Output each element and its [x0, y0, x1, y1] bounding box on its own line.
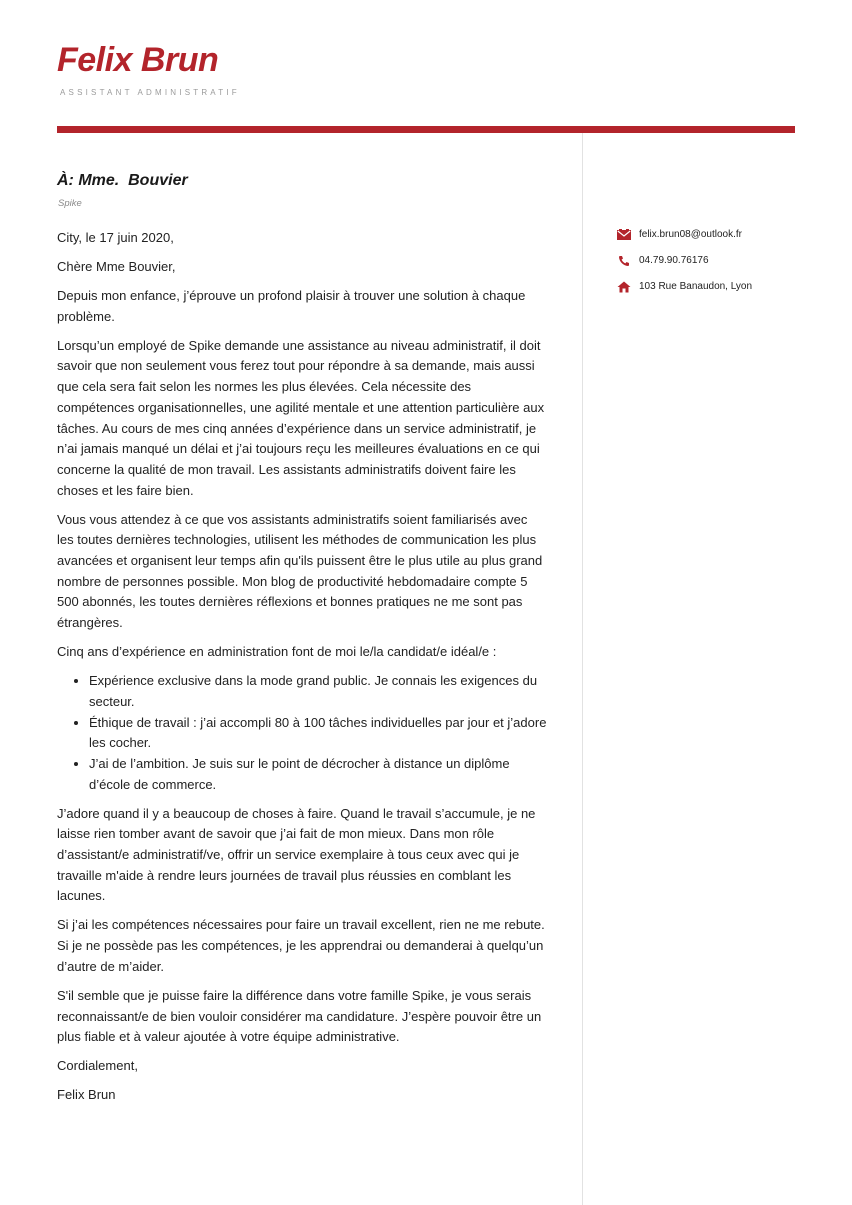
- contact-address: 103 Rue Banaudon, Lyon: [639, 281, 753, 292]
- signature: Felix Brun: [57, 1087, 116, 1103]
- list-item: • Expérience exclusive dans la mode grand public. Je connais les exigences du secteur.: [89, 671, 547, 712]
- recipient-line: À: Mme. Bouvier: [57, 172, 188, 189]
- applicant-name: Felix Brun: [57, 41, 219, 79]
- paragraph-6: Si j’ai les compétences nécessaires pour faire un travail excellent, rien ne me rebute. Si je ne possède pas les compétences, je les apprendrai ou demanderai à quelqu’un d’autre de m’aider.: [57, 917, 545, 974]
- phone-icon: [617, 255, 631, 267]
- date-line: City, le 17 juin 2020,: [57, 230, 174, 245]
- contact-email-row: [617, 228, 817, 242]
- contact-phone-row: [617, 254, 817, 268]
- paragraph-4: Cinq ans d’expérience en administration font de moi le/la candidat/e idéal/e :: [57, 644, 497, 660]
- list-item: • Éthique de travail : j’ai accompli 80 à 100 tâches individuelles par jour et j’adore les cocher.: [89, 713, 547, 754]
- contact-info: [617, 228, 817, 306]
- paragraph-3: Vous vous attendez à ce que vos assistants administratifs soient familiarisés avec les toutes dernières technologies, utilisent les méthodes de communication les plus avancées et organisent leur temps afin qu'ils puissent être le plus utile au plus grand nombre de personnes possible. Mon blog de productivité hebdomadaire compte 5 500 abonnés, les toutes dernières réflexions et bonnes pratiques ne me sont pas étrangères.: [57, 511, 543, 631]
- contact-address-row: [617, 280, 817, 294]
- list-item: • J’ai de l’ambition. Je suis sur le point de décrocher à distance un diplôme d’école de commerce.: [89, 754, 547, 795]
- letter-body: [57, 228, 547, 1114]
- skills-list: [57, 671, 547, 795]
- recipient-company: Spike: [58, 198, 82, 209]
- header-accent-bar: [57, 126, 795, 133]
- job-title: ASSISTANT ADMINISTRATIF: [60, 88, 240, 97]
- column-divider: [582, 133, 583, 1205]
- contact-email[interactable]: felix.brun08@outlook.fr: [639, 229, 742, 240]
- paragraph-5: J’adore quand il y a beaucoup de choses à faire. Quand le travail s’accumule, je ne laisse rien tomber avant de savoir que j’ai fait de mon mieux. Dans mon rôle d’assistant/e administratif/ve, offrir un service exemplaire à tous ceux avec qui je travaille m'aide à rendre leurs journées de travail plus réussies en comblant les lacunes.: [57, 805, 536, 904]
- closing: Cordialement,: [57, 1058, 138, 1074]
- house-icon: [617, 281, 631, 293]
- envelope-icon: [617, 229, 631, 241]
- paragraph-1: Depuis mon enfance, j’éprouve un profond plaisir à trouver une solution à chaque problème.: [57, 288, 526, 324]
- salutation: Chère Mme Bouvier,: [57, 259, 176, 274]
- contact-phone: 04.79.90.76176: [639, 255, 709, 266]
- paragraph-2: Lorsqu’un employé de Spike demande une assistance au niveau administratif, il doit savoir que non seulement vous ferez tout pour répondre à sa demande, mais aussi que cela sera fait selon les normes les plus élevées. Cela nécessite des compétences organisationnelles, une agilité mentale et une attention particulière aux tâches. Au cours de mes cinq années d’expérience dans un service administratif, je n’ai jamais manqué un délai et j’ai toujours reçu les meilleures évaluations en ce qui concerne la qualité de mon travail. Les assistants administratifs doivent faire les choses et les faire bien.: [57, 337, 545, 498]
- paragraph-7: S'il semble que je puisse faire la différence dans votre famille Spike, je vous serais reconnaissant/e de bien vouloir considérer ma candidature. J’espère pouvoir être un plus fiable et à valeur ajoutée à votre équipe administrative.: [57, 987, 542, 1045]
